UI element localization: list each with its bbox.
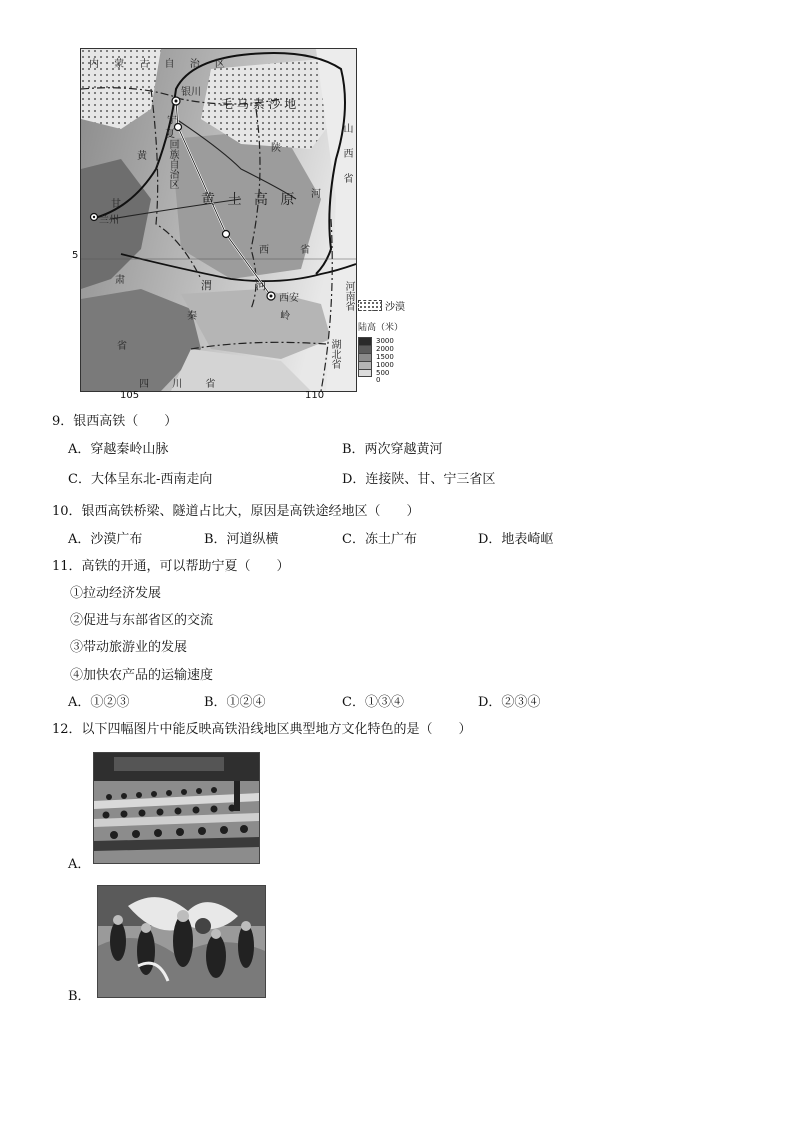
q11-statement-3: ③带动旅游业的发展 — [70, 640, 188, 655]
question-9-stem: 9．银西高铁（ ） — [52, 414, 178, 429]
label-shanxi: 山 西 省 — [341, 123, 352, 190]
elevation-map — [80, 48, 357, 392]
label-gansu-1: 甘 — [111, 199, 121, 210]
label-qinling: 秦 岭 — [187, 311, 331, 322]
swatch-2000 — [358, 345, 372, 353]
label-henan: 河南省 — [343, 281, 354, 311]
q9-option-a[interactable]: A．穿越秦岭山脉 — [68, 442, 169, 457]
label-xian: 西安 — [279, 293, 299, 304]
map-legend — [358, 298, 418, 383]
q11-statement-2: ②促进与东部省区的交流 — [70, 613, 214, 628]
legend-desert-label: 沙漠 — [385, 301, 405, 313]
legend-elevation-title: 陆高（米） — [358, 323, 404, 333]
label-hubei: 湖北省 — [329, 339, 340, 369]
swatch-500 — [358, 369, 372, 377]
q10-option-b[interactable]: B．河道纵横 — [204, 532, 279, 547]
q12-option-b-label[interactable]: B． — [68, 989, 91, 1004]
desert-swatch — [358, 300, 382, 311]
swatch-3000 — [358, 337, 372, 345]
label-lanzhou: 兰州 — [99, 215, 119, 226]
label-sichuan: 四 川 省 — [139, 379, 226, 390]
label-gansu-3: 省 — [117, 341, 127, 352]
water-festival-image — [98, 886, 265, 997]
question-10-stem: 10．银西高铁桥梁、隧道占比大，原因是高铁途经地区（ ） — [52, 504, 420, 519]
q9-option-c[interactable]: C．大体呈东北-西南走向 — [68, 472, 213, 487]
q11-statement-1: ①拉动经济发展 — [70, 586, 162, 601]
label-river-he: 河 — [311, 189, 321, 200]
q12-option-a-label[interactable]: A． — [68, 857, 91, 872]
q10-option-c[interactable]: C．冻土广布 — [342, 532, 417, 547]
label-ningxia-1: 宁 — [167, 115, 177, 126]
q11-option-d[interactable]: D．②③④ — [478, 695, 541, 710]
question-12-stem: 12．以下四幅图片中能反映高铁沿线地区典型地方文化特色的是（ ） — [52, 722, 472, 737]
legend-value: 3000 — [376, 337, 394, 345]
legend-value: 0 — [376, 376, 381, 384]
q10-option-a[interactable]: A．沙漠广布 — [68, 532, 143, 547]
q11-option-b[interactable]: B．①②④ — [204, 695, 266, 710]
legend-value: 1500 — [376, 353, 394, 361]
photo-dragon-boat-race[interactable] — [93, 752, 260, 864]
label-wei-river: 渭 河 — [201, 279, 287, 292]
q10-option-d[interactable]: D．地表崎岖 — [478, 532, 554, 547]
label-ningxia-2: 夏 — [165, 129, 175, 140]
latitude-label: 5 — [72, 250, 79, 261]
swatch-1500 — [358, 353, 372, 361]
q11-option-c[interactable]: C．①③④ — [342, 695, 404, 710]
photo-water-splashing-festival[interactable] — [97, 885, 266, 998]
label-gansu-2: 肃 — [115, 275, 125, 286]
label-inner-mongolia: 内 蒙 古 自 治 区 — [89, 59, 231, 70]
q9-option-b[interactable]: B．两次穿越黄河 — [342, 442, 443, 457]
label-loess-plateau: 黄 土 高 原 — [201, 192, 299, 208]
dragon-boat-image — [94, 753, 259, 863]
q11-option-a[interactable]: A．①②③ — [68, 695, 130, 710]
q11-statement-4: ④加快农产品的运输速度 — [70, 668, 214, 683]
label-shaanxi-province: 西 省 — [259, 245, 325, 256]
q9-option-d[interactable]: D．连接陕、甘、宁三省区 — [342, 472, 496, 487]
label-yellow-river: 黄 — [137, 151, 147, 162]
label-shaanxi: 陕 — [271, 143, 281, 154]
longitude-105-label: 105 — [120, 390, 140, 401]
question-11-stem: 11．高铁的开通，可以帮助宁夏（ ） — [52, 559, 290, 574]
label-ningxia-rest: 回族自治区 — [167, 139, 178, 189]
longitude-110-label: 110 — [305, 390, 325, 401]
legend-value: 2000 — [376, 345, 394, 353]
label-mu-us-desert: 毛 乌 素 沙 地 — [221, 97, 297, 111]
legend-value: 500 — [376, 369, 390, 377]
label-yinchuan: 银川 — [181, 87, 201, 98]
legend-value: 1000 — [376, 361, 394, 369]
swatch-1000 — [358, 361, 372, 369]
